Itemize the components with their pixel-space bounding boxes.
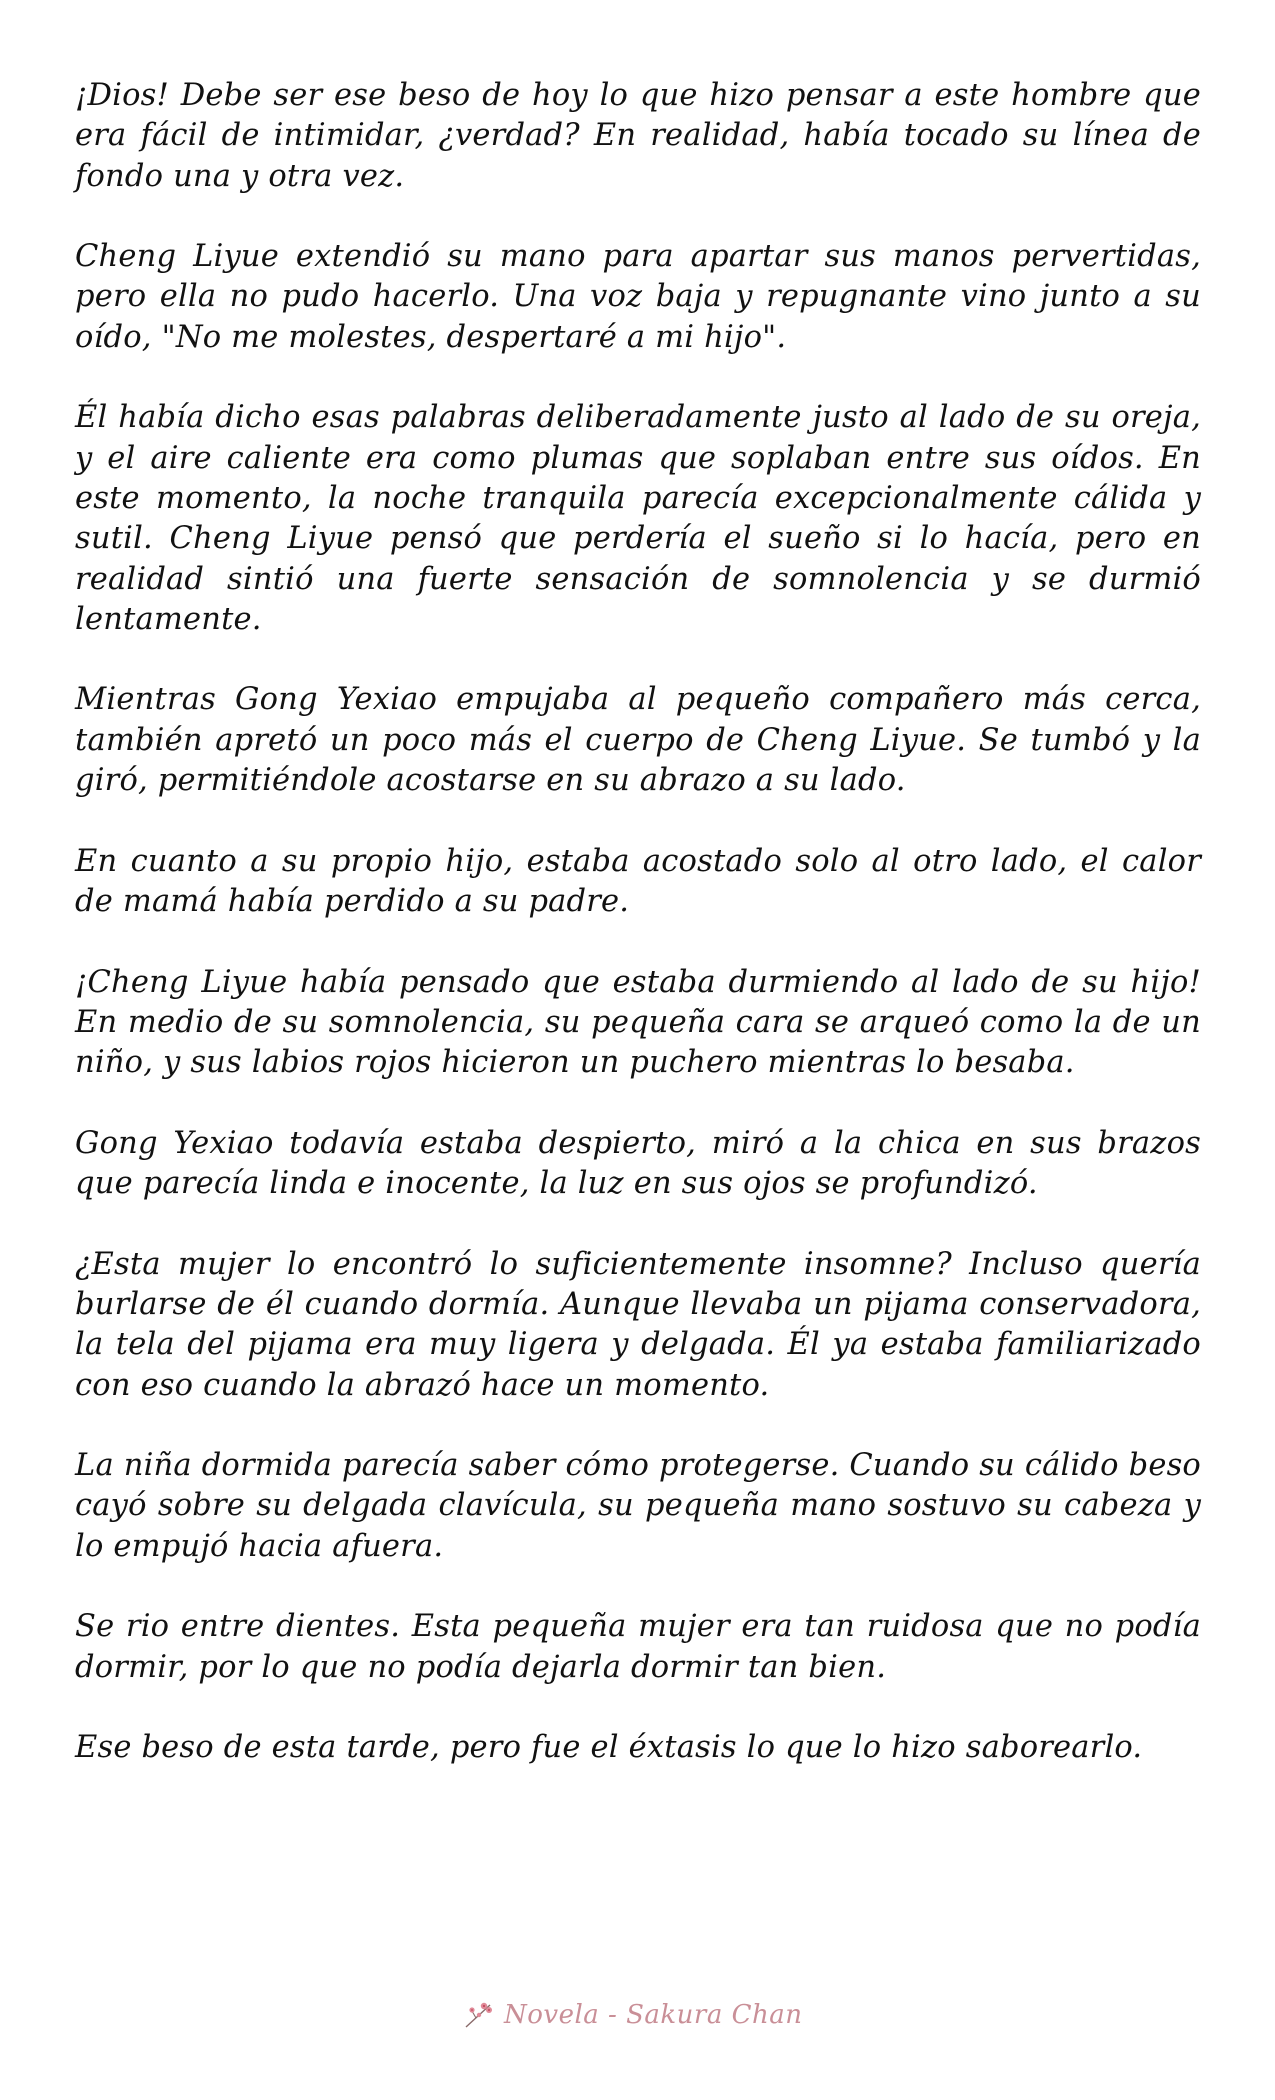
paragraph: La niña dormida parecía saber cómo protegerse. Cuando su cálido beso cayó sobre su delgada clavícula, su pequeña mano sostuvo su cabeza y lo empujó hacia afuera.: [75, 1448, 1201, 1564]
paragraph: Se rio entre dientes. Esta pequeña mujer era tan ruidosa que no podía dormir, por lo que no podía dejarla dormir tan bien.: [75, 1609, 1201, 1685]
paragraph: En cuanto a su propio hijo, estaba acostado solo al otro lado, el calor de mamá había perdido a su padre.: [75, 843, 1201, 919]
paragraph: ¡Cheng Liyue había pensado que estaba durmiendo al lado de su hijo! En medio de su somnolencia, su pequeña cara se arqueó como la de un niño, y sus labios rojos hicieron un puchero mientras lo besaba.: [75, 964, 1201, 1081]
footer-credit: Novela - Sakura Chan: [504, 2000, 803, 2030]
watermark-footer: [462, 1990, 842, 2040]
paragraph: Gong Yexiao todavía estaba despierto, miró a la chica en sus brazos que parecía linda e inocente, la luz en sus ojos se profundizó.: [75, 1125, 1201, 1202]
paragraph: Él había dicho esas palabras deliberadamente justo al lado de su oreja, y el aire caliente era como plumas que soplaban entre sus oídos. En este momento, la noche tranquila parecía excepcionalmente cálida y sutil. Cheng Liyue pensó que perdería el sueño si lo hacía, pero en realidad sintió una fuerte sensación de somnolencia y se durmió lentamente.: [75, 400, 1201, 637]
paragraph: ¡Dios! Debe ser ese beso de hoy lo que hizo pensar a este hombre que era fácil de intimidar, ¿verdad? En realidad, había tocado su línea de fondo una y otra vez.: [75, 78, 1201, 194]
sakura-flower-icon: [462, 1997, 498, 2033]
paragraph: Cheng Liyue extendió su mano para apartar sus manos pervertidas, pero ella no pudo hacerlo. Una voz baja y repugnante vino junto a su oído, "No me molestes, despertaré a mi hijo".: [75, 239, 1201, 355]
chapter-text: [75, 76, 1201, 1809]
paragraph: Mientras Gong Yexiao empujaba al pequeño compañero más cerca, también apretó un poco más el cuerpo de Cheng Liyue. Se tumbó y la giró, permitiéndole acostarse en su abrazo a su lado.: [75, 682, 1201, 799]
paragraph: ¿Esta mujer lo encontró lo suficientemente insomne? Incluso quería burlarse de él cuando dormía. Aunque llevaba un pijama conservadora, la tela del pijama era muy ligera y delgada. Él ya estaba familiarizado con eso cuando la abrazó hace un momento.: [75, 1246, 1201, 1403]
paragraph: Ese beso de esta tarde, pero fue el éxtasis lo que lo hizo saborearlo.: [75, 1730, 1143, 1766]
